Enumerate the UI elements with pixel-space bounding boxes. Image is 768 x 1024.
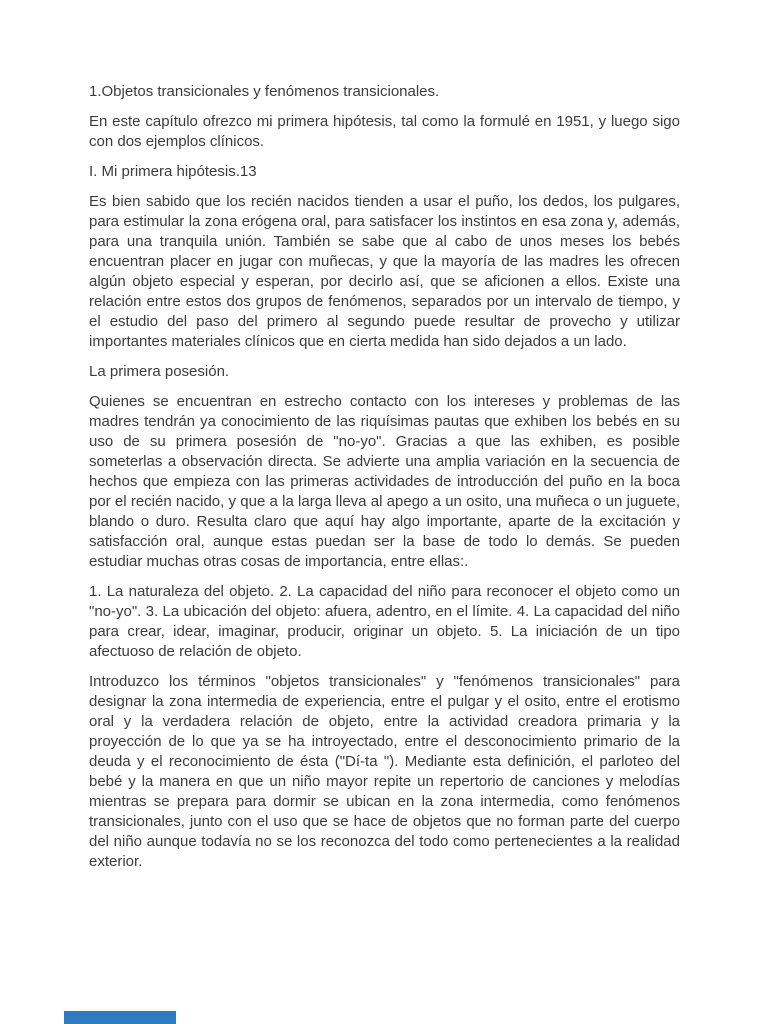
paragraph: Introduzco los términos "objetos transicionales" y "fenómenos transicionales" para designar la zona intermedia de experiencia, entre el pulgar y el osito, entre el erotismo oral y la verdadera relación de objeto, entre la actividad creadora primaria y la proyección de lo que ya se ha introyectado, entre el desconocimiento primario de la deuda y el reconocimiento de ésta ("Dí-ta "). Mediante esta definición, el parloteo del bebé y la manera en que un niño mayor repite un repertorio de canciones y melodías mientras se prepara para dormir se ubican en la zona intermedia, como fenómenos transicionales, junto con el uso que se hace de objetos que no forman parte del cuerpo del niño aunque todavía no se los reconozca del todo como pertenecientes a la realidad exterior. (89, 673, 680, 870)
paragraph: 1. La naturaleza del objeto. 2. La capacidad del niño para reconocer el objeto como un "no-yo". 3. La ubicación del objeto: afuera, adentro, en el límite. 4. La capacidad del niño para crear, idear, imaginar, producir, originar un objeto. 5. La iniciación de un tipo afectuoso de relación de objeto. (89, 583, 680, 660)
paragraph: Quienes se encuentran en estrecho contacto con los intereses y problemas de las madres tendrán ya conocimiento de las riquísimas pautas que exhiben los bebés en su uso de su primera posesión de "no-yo". Gracias a que las exhiben, es posible someterlas a observación directa. Se advierte una amplia variación en la secuencia de hechos que empieza con las primeras actividades de introducción del puño en la boca por el recién nacido, y que a la larga lleva al apego a un osito, una muñeca o un juguete, blando o duro. Resulta claro que aquí hay algo importante, aparte de la excitación y satisfacción oral, aunque estas puedan ser la base de todo lo demás. Se pueden estudiar muchas otras cosas de importancia, entre ellas:. (89, 393, 680, 570)
partial-link-bar[interactable] (64, 1011, 176, 1024)
paragraph: 1.Objetos transicionales y fenómenos transicionales. (89, 83, 440, 100)
paragraph: Es bien sabido que los recién nacidos tienden a usar el puño, los dedos, los pulgares, para estimular la zona erógena oral, para satisfacer los instintos en esa zona y, además, para una tranquila unión. También se sabe que al cabo de unos meses los bebés encuentran placer en jugar con muñecas, y que la mayoría de las madres les ofrecen algún objeto especial y esperan, por decirlo así, que se aficionen a ellos. Existe una relación entre estos dos grupos de fenómenos, separados por un intervalo de tiempo, y el estudio del paso del primero al segundo puede resultar de provecho y utilizar importantes materiales clínicos que en cierta medida han sido dejados a un lado. (89, 193, 680, 350)
paragraph: I. Mi primera hipótesis.13 (89, 163, 257, 180)
paragraph: La primera posesión. (89, 363, 230, 380)
document-text-block (89, 82, 680, 882)
paragraph: En este capítulo ofrezco mi primera hipótesis, tal como la formulé en 1951, y luego sigo con dos ejemplos clínicos. (89, 113, 680, 150)
